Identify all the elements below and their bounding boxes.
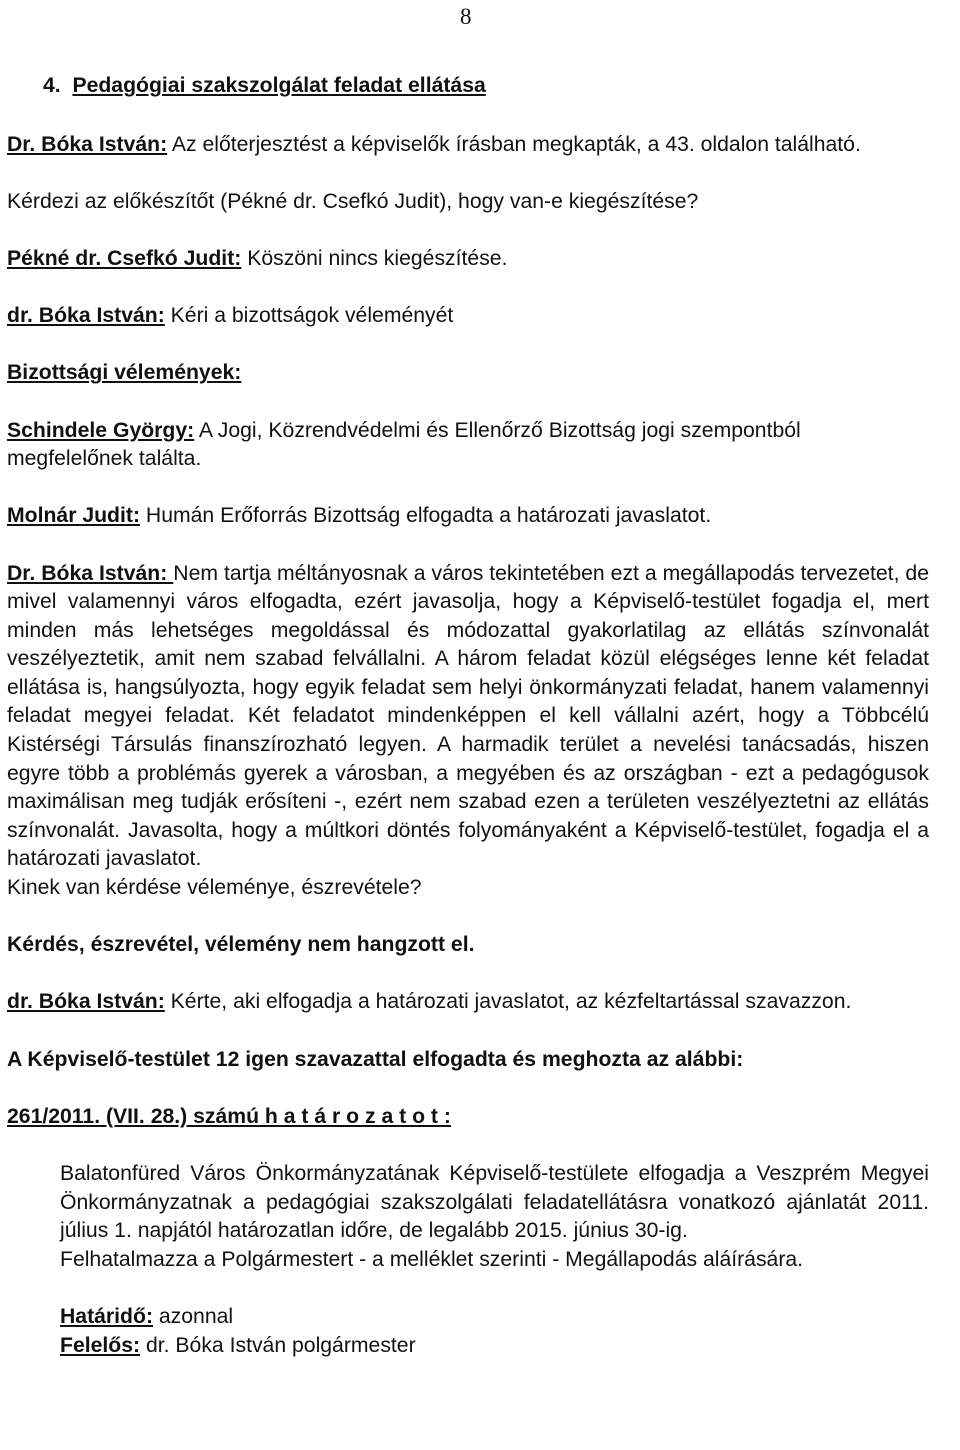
speaker-name: Molnár Judit:: [7, 504, 141, 528]
paragraph-vote-result: A Képviselő-testület 12 igen szavazattal elfogadta és meghozta az alábbi:: [7, 1047, 744, 1071]
paragraph-no-comments: Kérdés, észrevétel, vélemény nem hangzott el.: [7, 933, 475, 957]
paragraph-hr-committee: [7, 502, 929, 531]
section-title: Pedagógiai szakszolgálat feladat ellátása: [72, 74, 486, 97]
resolution-authorization: Felhatalmazza a Polgármestert - a melléklet szerinti - Megállapodás aláírására.: [60, 1247, 804, 1271]
speaker-name: Pékné dr. Csefkó Judit:: [7, 246, 242, 270]
resolution-responsible: [60, 1332, 929, 1361]
document-body: [7, 72, 929, 1360]
paragraph-preparer: [7, 245, 929, 274]
deadline-value: azonnal: [153, 1304, 234, 1328]
paragraph-legal-committee: [7, 417, 929, 474]
committee-opinions-heading: Bizottsági vélemények:: [7, 361, 242, 385]
page-number: 8: [460, 4, 472, 29]
speaker-text: Az előterjesztést a képviselők írásban megkapták, a 43. oldalon található.: [167, 132, 861, 156]
speaker-text: Köszöni nincs kiegészítése.: [241, 246, 508, 270]
speaker-name: Dr. Bóka István:: [7, 561, 174, 585]
section-number: 4.: [43, 74, 61, 97]
resolution-text: Balatonfüred Város Önkormányzatának Képviselő-testülete elfogadja a Veszprém Megyei Önkormányzatnak a pedagógiai szakszolgálati feladatellátásra vonatkozó ajánlatát 2011. július 1. napjától határozatlan időre, de legalább 2015. június 30-ig.: [60, 1161, 929, 1243]
paragraph-request-opinion: [7, 302, 929, 331]
paragraph-call-for-questions: Kinek van kérdése véleménye, észrevétele?: [7, 876, 422, 900]
speaker-text: Kéri a bizottságok véleményét: [164, 304, 454, 328]
speaker-name: dr. Bóka István:: [7, 990, 165, 1014]
resolution-title: 261/2011. (VII. 28.) számú h a t á r o z a t o t :: [7, 1104, 451, 1128]
paragraph-vote-call: [7, 988, 929, 1017]
speaker-text: Humán Erőforrás Bizottság elfogadta a határozati javaslatot.: [140, 504, 712, 528]
resolution-deadline: [60, 1303, 929, 1332]
speaker-text: A Jogi, Közrendvédelmi és Ellenőrző Bizottság jogi szempontból megfelelőnek találta.: [7, 418, 801, 471]
resolution-body: [60, 1160, 929, 1360]
section-heading: [43, 72, 929, 101]
responsible-label: Felelős:: [60, 1333, 141, 1357]
paragraph-question: Kérdezi az előkészítőt (Pékné dr. Csefkó Judit), hogy van-e kiegészítése?: [7, 189, 699, 213]
speaker-text: Kérte, aki elfogadja a határozati javaslatot, az kézfeltartással szavazzon.: [164, 990, 852, 1014]
speaker-text: Nem tartja méltányosnak a város tekintetében ezt a megállapodás tervezetet, de mivel valamennyi város elfogadta, ezért javasolja, hogy a Képviselő-testület fogadja el, mert minden más lehetséges megoldással és módozattal gyakorlatilag az ellátás színvonalát veszélyeztetik, amit nem szabad felvállalni. A három feladat közül elégséges lenne két feladat ellátása is, hangsúlyozta, hogy egyik feladat sem helyi önkormányzati feladat, hanem valamennyi feladat megyei feladat. Két feladatot mindenképpen el kell vállalni azért, hogy a Többcélú Kistérségi Társulás finanszírozható legyen. A harmadik terület a nevelési tanácsadás, hiszen egyre több a problémás gyerek a városban, a megyében és az országban - ezt a pedagógusok maximálisan meg tudják erősíteni -, ezért nem szabad ezen a területen veszélyeztetni az ellátás színvonalát. Javasolta, hogy a múltkori döntés folyományaként a Képviselő-testület, fogadja el a határozati javaslatot.: [7, 561, 929, 871]
speaker-name: Dr. Bóka István:: [7, 132, 168, 156]
paragraph-mayor-opinion: [7, 560, 929, 875]
deadline-label: Határidő:: [60, 1304, 153, 1328]
responsible-value: dr. Bóka István polgármester: [140, 1333, 416, 1357]
speaker-name: dr. Bóka István:: [7, 304, 165, 328]
paragraph-intro: [7, 131, 929, 160]
speaker-name: Schindele György:: [7, 418, 195, 442]
